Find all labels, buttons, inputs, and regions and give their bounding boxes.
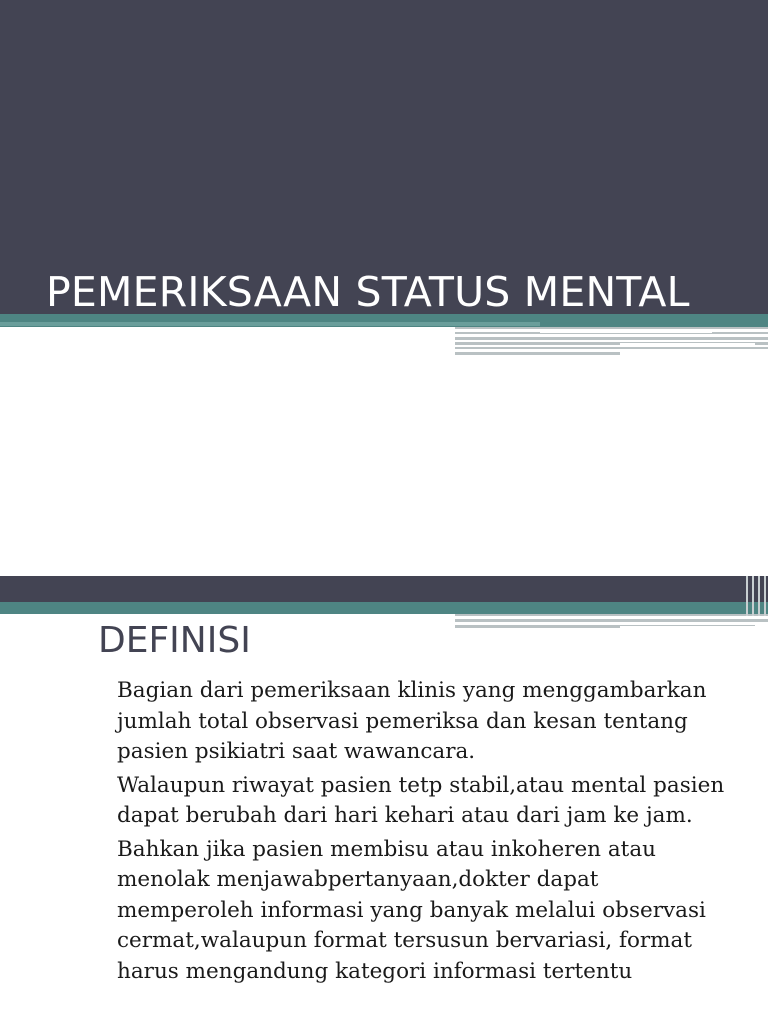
slide-title: PEMERIKSAAN STATUS MENTAL xyxy=(46,268,690,316)
section-title: DEFINISI xyxy=(98,620,251,661)
decor-line xyxy=(455,347,768,349)
decor-line xyxy=(620,626,755,628)
paragraph: Bahkan jika pasien membisu atau inkoheren atau menolak menjawabpertanyaan,dokter dapat memperoleh informasi yang banyak melalui observasi cermat,walaupun format tersusun bervariasi, format harus mengandung kategori informasi tertentu xyxy=(117,836,706,984)
definition-body xyxy=(117,676,737,990)
decor-line xyxy=(455,327,768,329)
accent-bar xyxy=(0,602,768,614)
definition-slide xyxy=(0,576,768,1024)
decor-line xyxy=(540,331,712,333)
header-band xyxy=(0,576,768,603)
decor-stripes xyxy=(744,576,768,616)
paragraph: Walaupun riwayat pasien tetp stabil,atau mental pasien dapat berubah dari hari kehari atau dari jam ke jam. xyxy=(117,772,725,828)
paragraph: Bagian dari pemeriksaan klinis yang menggambarkan jumlah total observasi pemeriksa dan kesan tentang pasien psikiatri saat wawancara. xyxy=(117,678,707,764)
decor-line xyxy=(455,352,620,355)
decor-line xyxy=(455,619,768,622)
decor-line xyxy=(455,337,768,340)
decor-line xyxy=(620,343,755,345)
decor-line xyxy=(455,614,768,616)
accent-bar-light xyxy=(0,322,540,326)
